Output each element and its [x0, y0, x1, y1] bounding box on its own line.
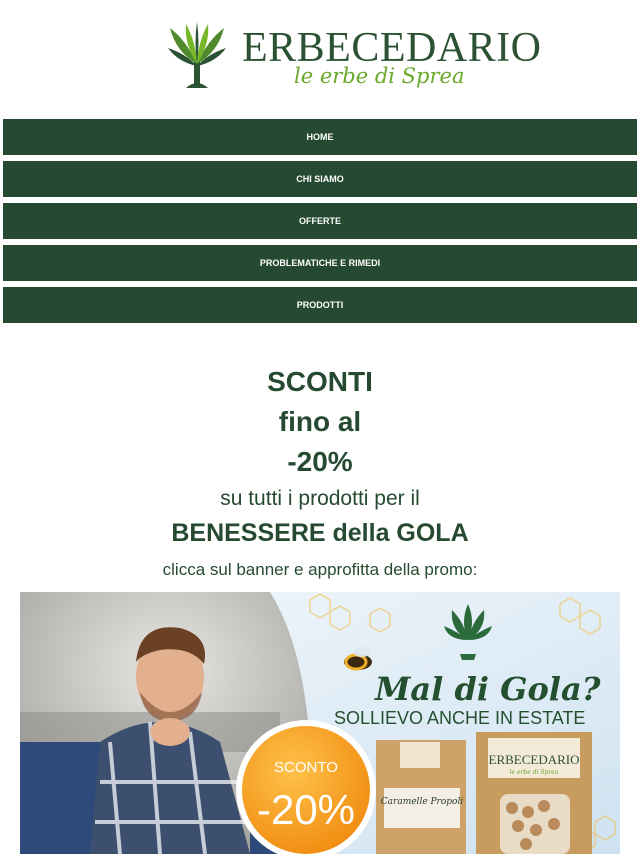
- promo-line-percent: -20%: [287, 446, 353, 477]
- banner-graphic: [20, 592, 620, 854]
- logo-name: ERBECEDARIO: [242, 25, 542, 71]
- promo-line-prodotti: su tutti i prodotti per il: [220, 487, 420, 510]
- banner-headline: Mal di Gola?: [375, 670, 601, 708]
- bag2-brand: ERBECEDARIO: [488, 752, 580, 767]
- bag1-label: Caramelle Propoli: [380, 797, 464, 807]
- promo-line-cta: clicca sul banner e approfitta della promo:: [162, 560, 478, 579]
- promo-text: [0, 362, 640, 582]
- badge-label: SCONTO: [274, 759, 338, 776]
- promo-line-fino-al: fino al: [278, 406, 362, 437]
- promo-line-benessere: BENESSERE della GOLA: [171, 519, 469, 547]
- bag2-subtitle: le erbe di Sprea: [509, 769, 559, 776]
- nav-item-offerte[interactable]: OFFERTE: [3, 203, 637, 239]
- promo-line-sconti: SCONTI: [267, 366, 373, 397]
- banner-subhead: SOLLIEVO ANCHE IN ESTATE: [334, 708, 586, 728]
- logo-subtitle: le erbe di Sprea: [294, 64, 465, 88]
- herb-tree-logo-icon: [166, 22, 228, 90]
- nav-item-problematiche-e-rimedi[interactable]: PROBLEMATICHE E RIMEDI: [3, 245, 637, 281]
- nav-item-prodotti[interactable]: PRODOTTI: [3, 287, 637, 323]
- promo-banner[interactable]: [20, 592, 620, 854]
- nav-item-chi-siamo[interactable]: CHI SIAMO: [3, 161, 637, 197]
- nav-item-home[interactable]: HOME: [3, 119, 637, 155]
- main-nav: [3, 119, 637, 329]
- logo[interactable]: [166, 22, 542, 94]
- badge-value: -20%: [256, 786, 356, 833]
